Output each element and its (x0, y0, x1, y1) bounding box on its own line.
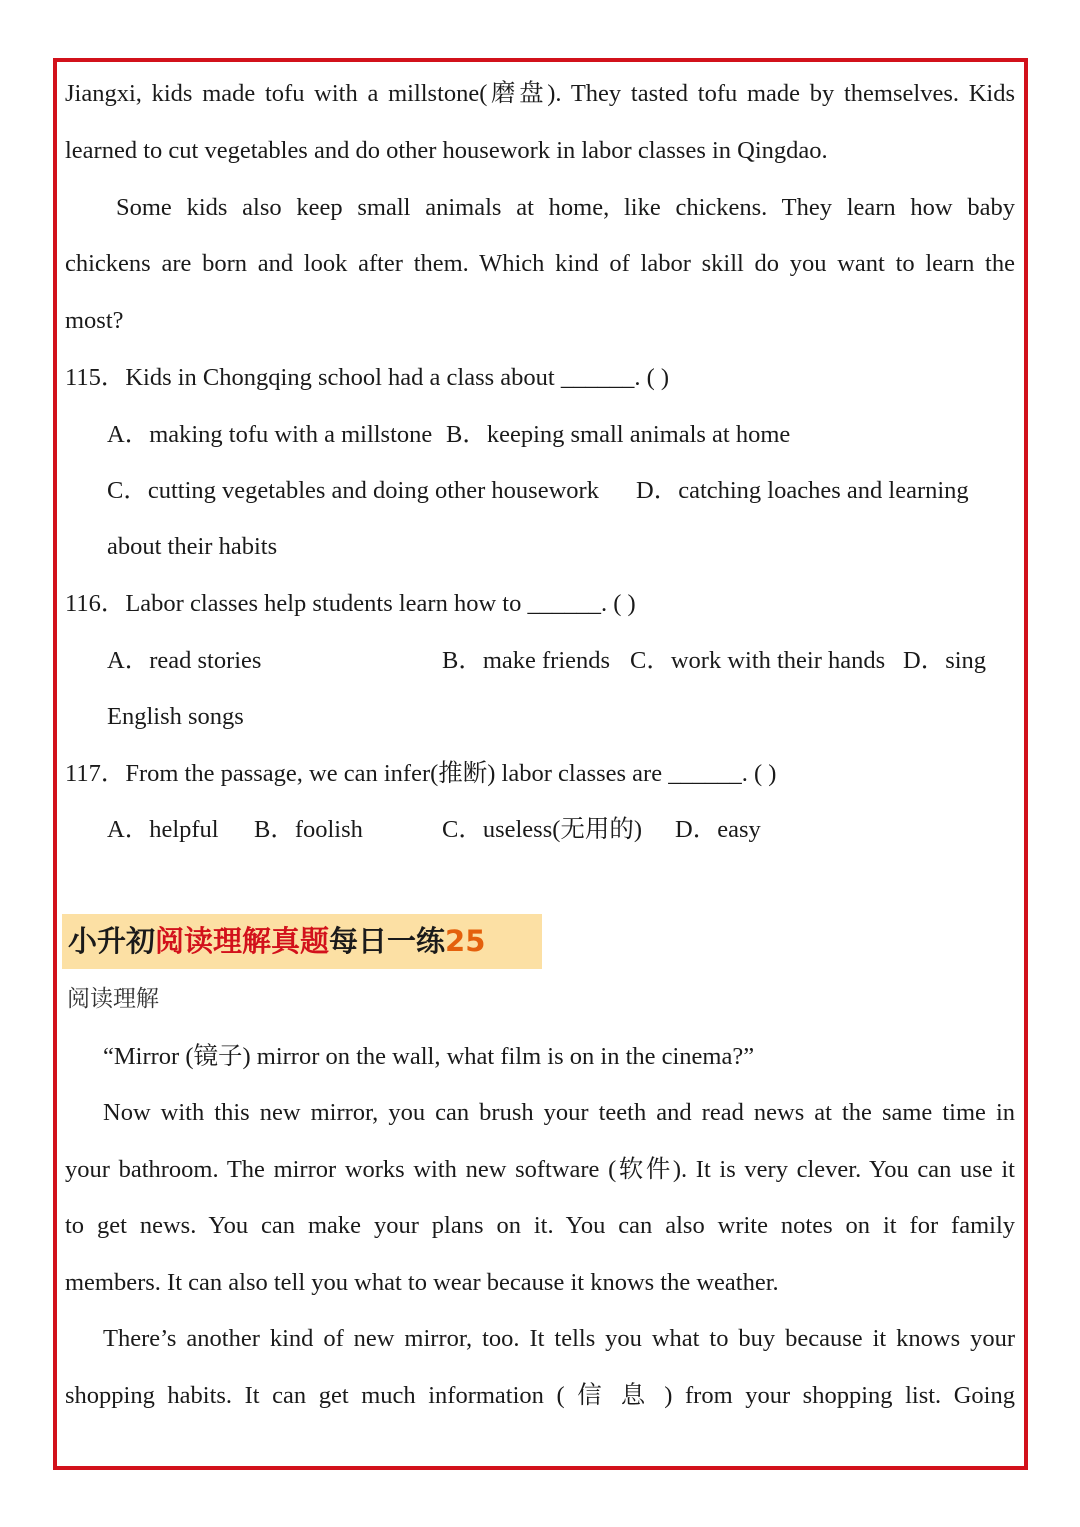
passage1-line-4: chickens are born and look after them. Which kind of labor skill do you want to learn the (65, 250, 1015, 277)
passage1-line-2: learned to cut vegetables and do other housework in labor classes in Qingdao. (65, 137, 828, 164)
question-116-option-c: C．work with their hands (630, 647, 886, 674)
question-117-option-c: C．useless(无用的) (442, 816, 643, 843)
passage2-line-2: Now with this new mirror, you can brush your teeth and read news at the same time in (103, 1099, 1015, 1126)
question-116-stem: 116．Labor classes help students learn how to ______. ( ) (65, 590, 636, 617)
passage1-line-3: Some kids also keep small animals at home, like chickens. They learn how baby (116, 194, 1015, 221)
question-115-option-d: D．catching loaches and learning (636, 477, 969, 504)
passage2-line-6: There’s another kind of new mirror, too. It tells you what to buy because it knows your (103, 1325, 1015, 1352)
question-116-option-b: B．make friends (442, 647, 611, 674)
question-115-option-a: A．making tofu with a millstone (107, 421, 433, 448)
section-heading-part3: 每日一练 (329, 924, 446, 958)
section-heading-number: 25 (445, 924, 486, 958)
question-117-option-d: D．easy (675, 816, 761, 843)
question-116-option-d-continued: English songs (107, 703, 244, 730)
section-heading-part1: 小升初 (68, 924, 156, 958)
question-115-option-c: C．cutting vegetables and doing other housework (107, 477, 599, 504)
passage2-line-4: to get news. You can make your plans on it. You can also write notes on it for family (65, 1212, 1015, 1239)
question-117-option-b: B．foolish (254, 816, 363, 843)
question-115-option-d-continued: about their habits (107, 533, 278, 560)
passage2-line-3: your bathroom. The mirror works with new software (软件). It is very clever. You can use it (65, 1156, 1015, 1183)
section-heading (62, 914, 542, 969)
passage1-line-1: Jiangxi, kids made tofu with a millstone(磨盘). They tasted tofu made by themselves. Kids (65, 80, 1015, 107)
question-115-option-b: B．keeping small animals at home (446, 421, 791, 448)
passage2-line-5: members. It can also tell you what to wear because it knows the weather. (65, 1269, 779, 1296)
passage2-line-7: shopping habits. It can get much information ( 信 息 ) from your shopping list. Going (65, 1382, 1015, 1409)
section-subtitle: 阅读理解 (67, 986, 159, 1012)
passage1-line-5: most? (65, 307, 124, 334)
passage2-line-1: “Mirror (镜子) mirror on the wall, what film is on in the cinema?” (103, 1043, 755, 1070)
question-116-option-d: D．sing (903, 647, 987, 674)
question-117-stem: 117．From the passage, we can infer(推断) labor classes are ______. ( ) (65, 760, 777, 787)
question-116-option-a: A．read stories (107, 647, 262, 674)
question-115-stem: 115．Kids in Chongqing school had a class about ______. ( ) (65, 364, 670, 391)
question-117-option-a: A．helpful (107, 816, 219, 843)
section-heading-part2: 阅读理解真题 (155, 924, 330, 958)
